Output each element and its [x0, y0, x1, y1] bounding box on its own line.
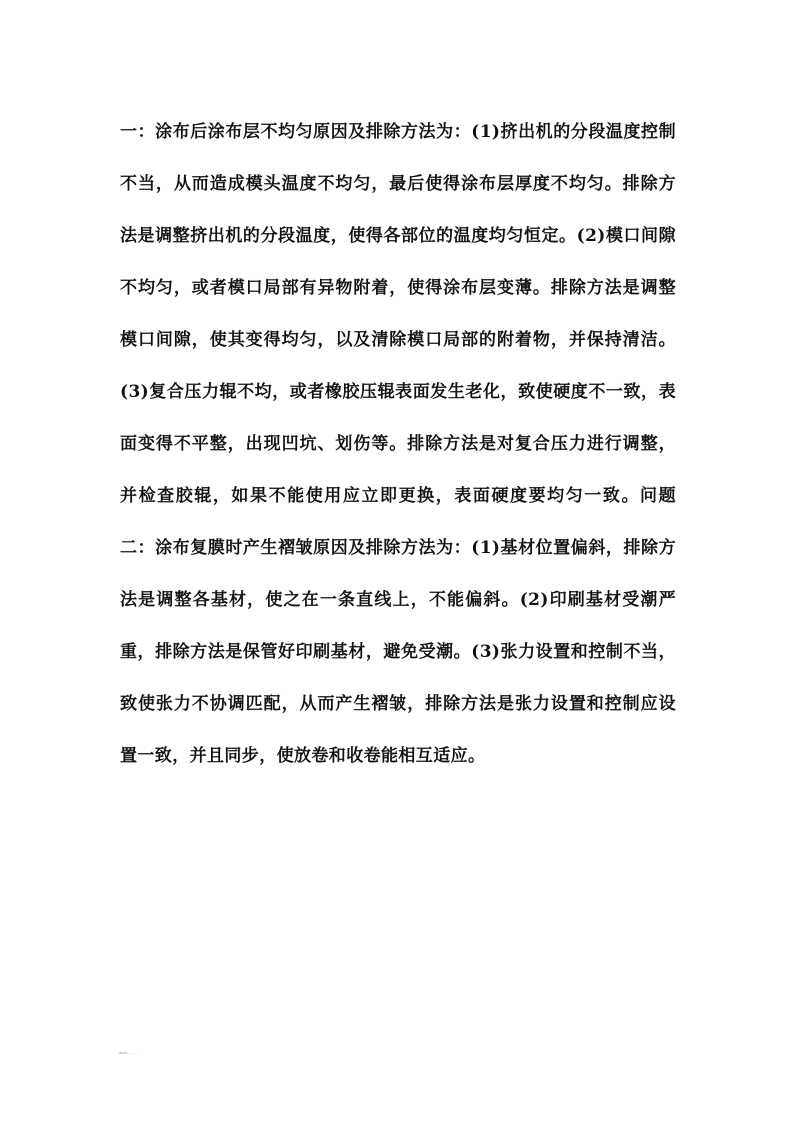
footer-note: Word ... ...: [119, 1051, 137, 1055]
body-paragraph: 一：涂布后涂布层不均匀原因及排除方法为：(1)挤出机的分段温度控制不当，从而造成模头温度不均匀，最后使得涂布层厚度不均匀。排除方法是调整挤出机的分段温度，使得各部位的温度均匀恒定。(2)模口间隙不均匀，或者模口局部有异物附着，使得涂布层变薄。排除方法是调整模口间隙，使其变得均匀，以及清除模口局部的附着物，并保持清洁。(3)复合压力辊不均，或者橡胶压辊表面发生老化，致使硬度不一致，表面变得不平整，出现凹坑、划伤等。排除方法是对复合压力进行调整，并检查胶辊，如果不能使用应立即更换，表面硬度要均匀一致。问题二：涂布复膜时产生褶皱原因及排除方法为：(1)基材位置偏斜，排除方法是调整各基材，使之在一条直线上，不能偏斜。(2)印刷基材受潮严重，排除方法是保管好印刷基材，避免受潮。(3)张力设置和控制不当，致使张力不协调匹配，从而产生褶皱，排除方法是张力设置和控制应设置一致，并且同步，使放卷和收卷能相互适应。: [120, 122, 676, 766]
